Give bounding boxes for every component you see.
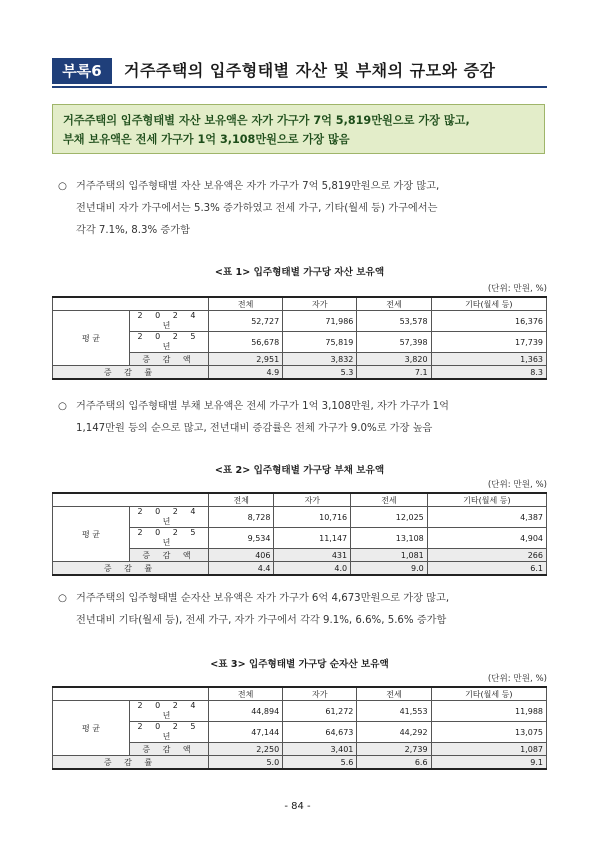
bullet-paragraph-3 bbox=[58, 588, 548, 632]
cell: 9.1 bbox=[431, 756, 546, 770]
cell: 6.6 bbox=[357, 756, 431, 770]
cell: 47,144 bbox=[209, 722, 283, 743]
column-header: 전세 bbox=[357, 687, 431, 701]
summary-box bbox=[52, 104, 545, 154]
column-header: 기타(월세 등) bbox=[427, 493, 546, 507]
row-group-label: 평 균 bbox=[53, 507, 130, 562]
table-1 bbox=[52, 296, 547, 380]
bullet-mark: ○ bbox=[58, 181, 67, 192]
table-row bbox=[53, 366, 547, 380]
table-1-caption: <표 1> 입주형태별 가구당 자산 보유액 bbox=[214, 267, 385, 278]
cell: 431 bbox=[274, 549, 351, 562]
cell: 1,087 bbox=[431, 743, 546, 756]
row-label: 증 감 률 bbox=[53, 756, 209, 770]
cell: 2,739 bbox=[357, 743, 431, 756]
cell: 9.0 bbox=[351, 562, 428, 576]
cell: 11,988 bbox=[431, 701, 546, 722]
table-2 bbox=[52, 492, 547, 576]
section-title: 거주주택의 입주형태별 자산 및 부채의 규모와 증감 bbox=[124, 61, 496, 80]
cell: 1,363 bbox=[431, 353, 546, 366]
appendix-tag: 부록6 bbox=[52, 58, 112, 84]
table-3 bbox=[52, 686, 547, 770]
cell: 75,819 bbox=[283, 332, 357, 353]
cell: 13,075 bbox=[431, 722, 546, 743]
summary-line-1: 거주주택의 입주형태별 자산 보유액은 자가 가구가 7억 5,819만원으로 가장 많고, bbox=[63, 114, 470, 127]
cell: 9,534 bbox=[209, 528, 274, 549]
row-label: 2 0 2 5 년 bbox=[130, 332, 209, 353]
summary-line-2: 부채 보유액은 전세 가구가 1억 3,108만원으로 가장 많음 bbox=[63, 133, 350, 146]
title-underline bbox=[52, 86, 547, 88]
row-label: 2 0 2 4 년 bbox=[130, 507, 209, 528]
cell: 6.1 bbox=[427, 562, 546, 576]
cell: 4.0 bbox=[274, 562, 351, 576]
cell: 4,387 bbox=[427, 507, 546, 528]
corner-cell bbox=[53, 297, 209, 311]
bullet-mark: ○ bbox=[58, 401, 67, 412]
corner-cell bbox=[53, 493, 209, 507]
cell: 10,716 bbox=[274, 507, 351, 528]
cell: 2,250 bbox=[209, 743, 283, 756]
cell: 5.0 bbox=[209, 756, 283, 770]
cell: 41,553 bbox=[357, 701, 431, 722]
bullet-paragraph-1 bbox=[58, 176, 548, 242]
cell: 4,904 bbox=[427, 528, 546, 549]
cell: 11,147 bbox=[274, 528, 351, 549]
corner-cell bbox=[53, 687, 209, 701]
bullet-line: 1,147만원 등의 순으로 많고, 전년대비 증감률은 전체 가구가 9.0%로 가장 높음 bbox=[76, 423, 433, 434]
section-header bbox=[52, 58, 547, 84]
bullet-line: 거주주택의 입주형태별 부채 보유액은 전세 가구가 1억 3,108만원, 자가 가구가 1억 bbox=[76, 401, 449, 412]
cell: 5.3 bbox=[283, 366, 357, 380]
cell: 4.9 bbox=[209, 366, 283, 380]
cell: 1,081 bbox=[351, 549, 428, 562]
cell: 56,678 bbox=[209, 332, 283, 353]
row-label: 증 감 률 bbox=[53, 562, 209, 576]
table-row bbox=[53, 756, 547, 770]
column-header: 자가 bbox=[274, 493, 351, 507]
table-row bbox=[53, 562, 547, 576]
bullet-line: 각각 7.1%, 8.3% 증가함 bbox=[76, 225, 190, 236]
row-group-label: 평 균 bbox=[53, 311, 130, 366]
row-label: 2 0 2 5 년 bbox=[130, 528, 209, 549]
cell: 16,376 bbox=[431, 311, 546, 332]
column-header: 전체 bbox=[209, 493, 274, 507]
column-header: 기타(월세 등) bbox=[431, 687, 546, 701]
row-label: 증 감 률 bbox=[53, 366, 209, 380]
bullet-line: 전년대비 기타(월세 등), 전세 가구, 자가 가구에서 각각 9.1%, 6.6%, 5.6% 증가함 bbox=[76, 615, 447, 626]
table-row bbox=[53, 311, 547, 332]
bullet-paragraph-2 bbox=[58, 396, 548, 440]
column-header: 전체 bbox=[209, 687, 283, 701]
row-label: 2 0 2 4 년 bbox=[130, 701, 209, 722]
row-label: 2 0 2 4 년 bbox=[130, 311, 209, 332]
cell: 17,739 bbox=[431, 332, 546, 353]
cell: 3,401 bbox=[283, 743, 357, 756]
cell: 3,820 bbox=[357, 353, 431, 366]
cell: 52,727 bbox=[209, 311, 283, 332]
cell: 3,832 bbox=[283, 353, 357, 366]
cell: 61,272 bbox=[283, 701, 357, 722]
row-label: 2 0 2 5 년 bbox=[130, 722, 209, 743]
page-number: - 84 - bbox=[284, 801, 311, 812]
cell: 8.3 bbox=[431, 366, 546, 380]
column-header: 기타(월세 등) bbox=[431, 297, 546, 311]
cell: 44,292 bbox=[357, 722, 431, 743]
column-header: 전세 bbox=[357, 297, 431, 311]
cell: 266 bbox=[427, 549, 546, 562]
column-header: 전세 bbox=[351, 493, 428, 507]
row-label: 증 감 액 bbox=[130, 743, 209, 756]
table-header-row bbox=[53, 493, 547, 507]
bullet-line: 거주주택의 입주형태별 순자산 보유액은 자가 가구가 6억 4,673만원으로 가장 많고, bbox=[76, 593, 450, 604]
table-row bbox=[53, 701, 547, 722]
cell: 2,951 bbox=[209, 353, 283, 366]
cell: 57,398 bbox=[357, 332, 431, 353]
cell: 44,894 bbox=[209, 701, 283, 722]
table-3-caption: <표 3> 입주형태별 가구당 순자산 보유액 bbox=[210, 659, 389, 670]
row-label: 증 감 액 bbox=[130, 549, 209, 562]
table-2-caption: <표 2> 입주형태별 가구당 부채 보유액 bbox=[214, 465, 385, 476]
column-header: 전체 bbox=[209, 297, 283, 311]
cell: 71,986 bbox=[283, 311, 357, 332]
cell: 5.6 bbox=[283, 756, 357, 770]
bullet-mark: ○ bbox=[58, 593, 67, 604]
cell: 64,673 bbox=[283, 722, 357, 743]
table-1-unit: (단위: 만원, %) bbox=[487, 284, 547, 294]
bullet-line: 전년대비 자가 가구에서는 5.3% 증가하였고 전세 가구, 기타(월세 등) 가구에서는 bbox=[76, 203, 438, 214]
table-3-unit: (단위: 만원, %) bbox=[487, 674, 547, 684]
cell: 8,728 bbox=[209, 507, 274, 528]
cell: 4.4 bbox=[209, 562, 274, 576]
column-header: 자가 bbox=[283, 687, 357, 701]
cell: 53,578 bbox=[357, 311, 431, 332]
table-2-unit: (단위: 만원, %) bbox=[487, 480, 547, 490]
cell: 12,025 bbox=[351, 507, 428, 528]
table-header-row bbox=[53, 297, 547, 311]
row-label: 증 감 액 bbox=[130, 353, 209, 366]
cell: 7.1 bbox=[357, 366, 431, 380]
cell: 406 bbox=[209, 549, 274, 562]
cell: 13,108 bbox=[351, 528, 428, 549]
column-header: 자가 bbox=[283, 297, 357, 311]
bullet-line: 거주주택의 입주형태별 자산 보유액은 자가 가구가 7억 5,819만원으로 가장 많고, bbox=[76, 181, 440, 192]
table-header-row bbox=[53, 687, 547, 701]
row-group-label: 평 균 bbox=[53, 701, 130, 756]
table-row bbox=[53, 507, 547, 528]
